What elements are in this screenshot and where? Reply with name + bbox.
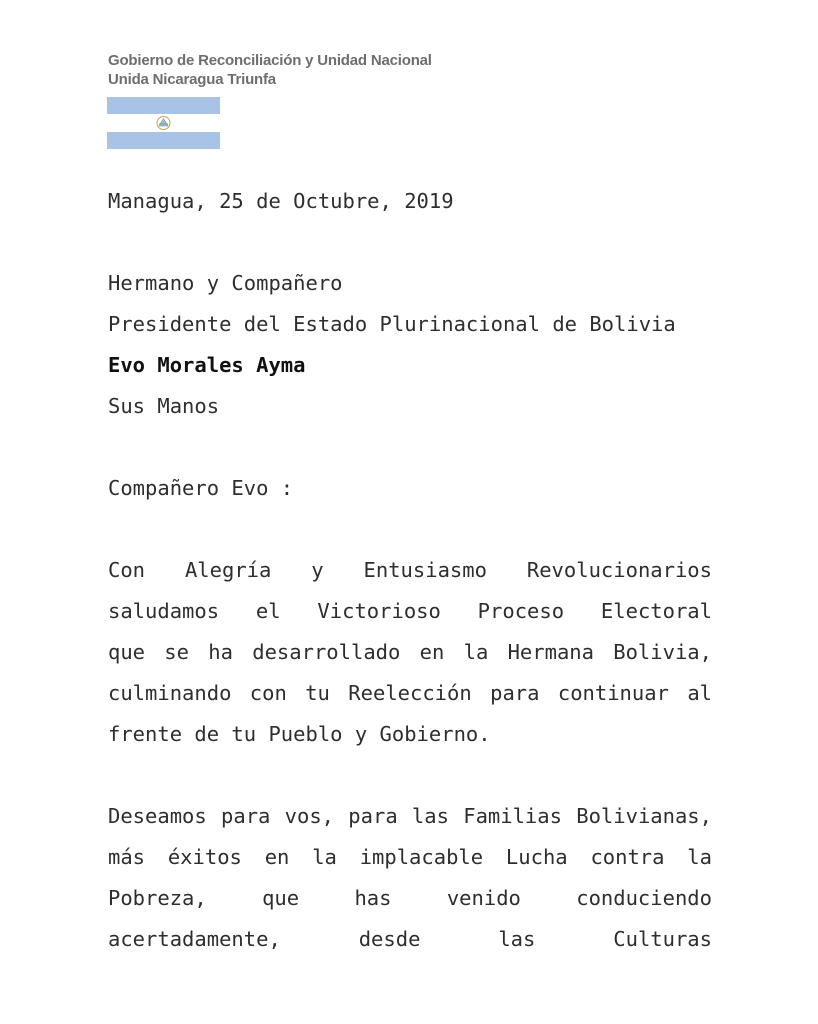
paragraph-1-line: saludamos el Victorioso Proceso Electoral bbox=[108, 599, 712, 623]
paragraph-1-line: frente de tu Pueblo y Gobierno. bbox=[108, 722, 491, 746]
recipient-name: Evo Morales Ayma bbox=[108, 353, 306, 377]
paragraph-2-line: Deseamos para vos, para las Familias Bolivianas, bbox=[108, 804, 712, 828]
nicaragua-flag-icon bbox=[107, 97, 220, 149]
paragraph-2-line: acertadamente, desde las Culturas bbox=[108, 927, 712, 951]
letterhead-slogan: Unida Nicaragua Triunfa bbox=[108, 71, 276, 88]
flag-bottom-stripe bbox=[107, 132, 220, 149]
salutation: Compañero Evo : bbox=[108, 476, 294, 500]
paragraph-2 bbox=[108, 801, 712, 965]
letter-date: Managua, 25 de Octubre, 2019 bbox=[108, 189, 454, 213]
flag-top-stripe bbox=[107, 97, 220, 114]
paragraph-2-line: más éxitos en la implacable Lucha contra la bbox=[108, 845, 712, 869]
paragraph-2-line: Pobreza, que has venido conduciendo bbox=[108, 886, 712, 910]
recipient-line-1: Hermano y Compañero bbox=[108, 271, 343, 295]
paragraph-1-line: que se ha desarrollado en la Hermana Bolivia, bbox=[108, 640, 712, 664]
paragraph-1 bbox=[108, 555, 712, 760]
letterhead bbox=[108, 51, 432, 89]
paragraph-1-line: Con Alegría y Entusiasmo Revolucionarios bbox=[108, 558, 712, 582]
letter-body bbox=[108, 186, 712, 965]
recipient-delivery: Sus Manos bbox=[108, 394, 220, 418]
letterhead-government-name: Gobierno de Reconciliación y Unidad Nacional bbox=[108, 52, 432, 69]
paragraph-1-line: culminando con tu Reelección para continuar al bbox=[108, 681, 712, 705]
recipient-title: Presidente del Estado Plurinacional de Bolivia bbox=[108, 312, 676, 336]
